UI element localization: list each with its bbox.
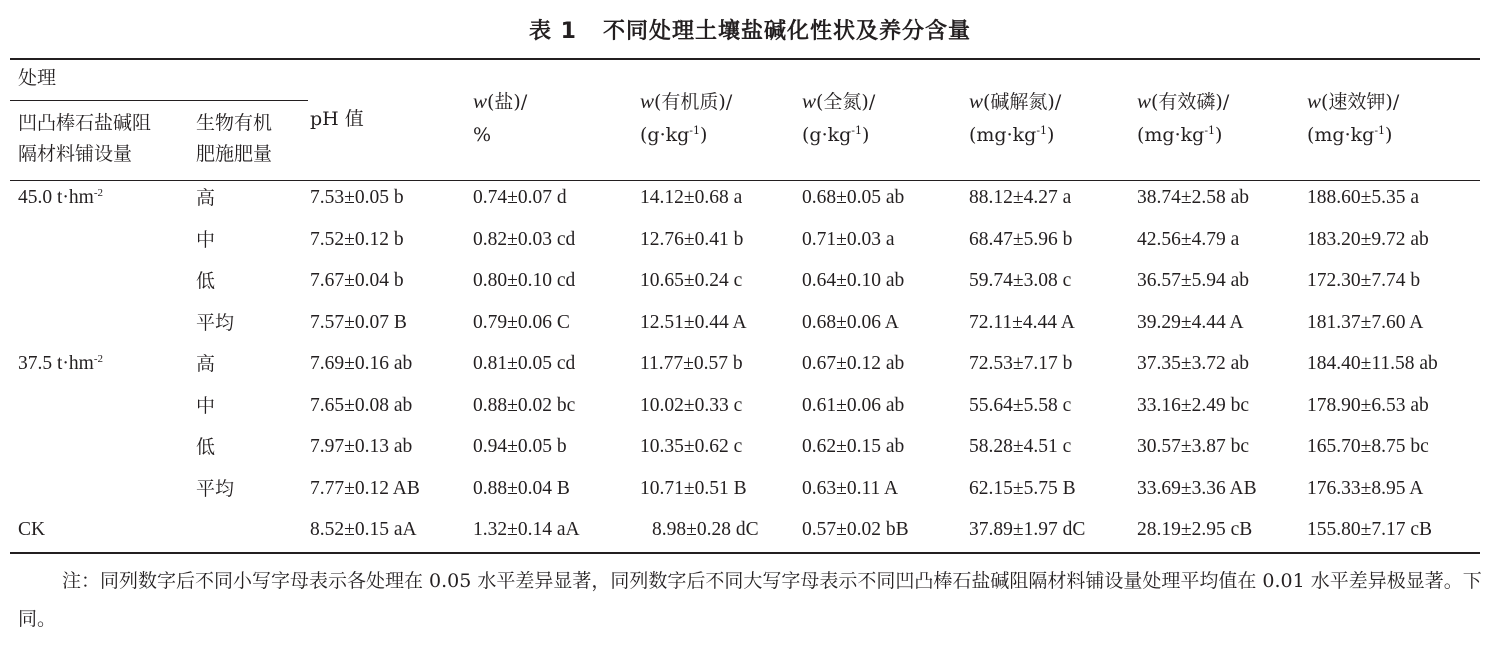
table-cell: 172.30±7.74 b [1307, 270, 1421, 291]
table-cell: 0.57±0.02 bB [802, 519, 909, 540]
table-cell: 59.74±3.08 c [969, 270, 1072, 291]
column-header-quantity: (全氮)/ [816, 91, 876, 113]
header-barrier-line2: 隔材料铺设量 [18, 143, 133, 165]
table-cell: 184.40±11.58 ab [1307, 353, 1438, 374]
table-cell: 0.63±0.11 A [802, 478, 899, 499]
column-header-quantity: (有机质)/ [654, 91, 733, 113]
table-cell: 0.68±0.05 ab [802, 187, 905, 208]
column-header-name [802, 86, 875, 117]
row-level-label: 高 [196, 353, 216, 375]
table-cell: 8.98±0.28 dC [652, 519, 759, 540]
table-cell: 7.67±0.04 b [310, 270, 404, 291]
table-cell: 165.70±8.75 bc [1307, 436, 1429, 457]
column-header-unit [640, 120, 707, 150]
header-bottom-rule [10, 180, 1480, 181]
table-cell: 0.71±0.03 a [802, 229, 895, 250]
table-cell: 12.51±0.44 A [640, 312, 747, 333]
unit-text: % [473, 124, 492, 146]
unit-text: (g·kg [640, 124, 690, 146]
column-header-variable: w [1307, 89, 1322, 113]
table-cell: 14.12±0.68 a [640, 187, 743, 208]
unit-exponent: -1 [1374, 124, 1386, 137]
unit-exponent: -1 [1036, 124, 1048, 137]
unit-text: (g·kg [802, 124, 852, 146]
column-header-name [640, 86, 732, 117]
column-header-unit [969, 120, 1054, 150]
table-note: 注：同列数字后不同小写字母表示各处理在 0.05 水平差异显著，同列数字后不同大写字母表示不同凹凸棒石盐碱阻隔材料铺设量处理平均值在 0.01 水平差异极显著。下同。 [18, 570, 1482, 630]
table-cell: 155.80±7.17 cB [1307, 519, 1432, 540]
table-cell: 0.62±0.15 ab [802, 436, 905, 457]
table-cell: 72.53±7.17 b [969, 353, 1073, 374]
column-header-unit [473, 120, 491, 150]
table-cell: 0.61±0.06 ab [802, 395, 905, 416]
row-level-label: 中 [196, 395, 216, 417]
column-header-variable: w [640, 89, 655, 113]
table-cell: 0.82±0.03 cd [473, 229, 576, 250]
unit-text: (mg·kg [969, 124, 1037, 146]
table-cell: 33.69±3.36 AB [1137, 478, 1257, 499]
column-header-unit [802, 120, 869, 150]
table-cell: 28.19±2.95 cB [1137, 519, 1253, 540]
table-cell: 72.11±4.44 A [969, 312, 1075, 333]
top-rule [10, 58, 1480, 60]
row-level-label: 低 [196, 270, 216, 292]
table-cell: 68.47±5.96 b [969, 229, 1073, 250]
table-cell: 181.37±7.60 A [1307, 312, 1424, 333]
column-header-quantity: (碱解氮)/ [983, 91, 1062, 113]
row-level-label: 平均 [196, 478, 235, 500]
table-cell: 33.16±2.49 bc [1137, 395, 1249, 416]
table-cell: 7.65±0.08 ab [310, 395, 413, 416]
table-cell: 37.89±1.97 dC [969, 519, 1086, 540]
header-treatment: 处理 [18, 67, 57, 89]
column-header-quantity: (盐)/ [487, 91, 528, 113]
table-cell: 0.94±0.05 b [473, 436, 567, 457]
row-level-label: 平均 [196, 312, 235, 334]
table-number: 表 1 [529, 19, 577, 44]
table-cell: 1.32±0.14 aA [473, 519, 580, 540]
group-label: CK [18, 519, 46, 540]
table-cell: 12.76±0.41 b [640, 229, 744, 250]
table-cell: 88.12±4.27 a [969, 187, 1072, 208]
table-cell: 62.15±5.75 B [969, 478, 1076, 499]
column-header-quantity: (有效磷)/ [1151, 91, 1230, 113]
column-header-variable: w [473, 89, 488, 113]
group-label: 37.5 $t\cdot hm^{-2}$ [18, 353, 104, 374]
table-cell: 0.88±0.04 B [473, 478, 570, 499]
table-cell: 0.81±0.05 cd [473, 353, 576, 374]
table-cell: 10.02±0.33 c [640, 395, 743, 416]
table-cell: 0.64±0.10 ab [802, 270, 905, 291]
table-cell: 10.35±0.62 c [640, 436, 743, 457]
column-header-name [1307, 86, 1399, 117]
table-cell: 0.67±0.12 ab [802, 353, 905, 374]
header-sub-rule [10, 100, 308, 101]
table-cell: 7.97±0.13 ab [310, 436, 413, 457]
unit-close: ) [1047, 124, 1055, 146]
column-header-unit [1137, 120, 1222, 150]
unit-text: (mg·kg [1307, 124, 1375, 146]
table-cell: 36.57±5.94 ab [1137, 270, 1249, 291]
header-fert-line1: 生物有机 [196, 112, 273, 134]
unit-exponent: -1 [851, 124, 863, 137]
unit-exponent: -1 [1204, 124, 1216, 137]
table-cell: 0.79±0.06 C [473, 312, 570, 333]
unit-text: (mg·kg [1137, 124, 1205, 146]
table-cell: 37.35±3.72 ab [1137, 353, 1249, 374]
table-title: 不同处理土壤盐碱化性状及养分含量 [602, 19, 971, 44]
table-cell: 58.28±4.51 c [969, 436, 1072, 457]
table-cell: 0.68±0.06 A [802, 312, 899, 333]
unit-exponent: -1 [689, 124, 701, 137]
table-cell: 10.65±0.24 c [640, 270, 743, 291]
table-cell: 188.60±5.35 a [1307, 187, 1419, 208]
table-cell: 0.88±0.02 bc [473, 395, 576, 416]
table-cell: 7.52±0.12 b [310, 229, 404, 250]
table-cell: 7.77±0.12 AB [310, 478, 420, 499]
column-header-variable: w [969, 89, 984, 113]
unit-close: ) [1385, 124, 1393, 146]
column-header-name [1137, 86, 1229, 117]
header-ph: pH 值 [310, 108, 364, 130]
table-cell: 7.69±0.16 ab [310, 353, 413, 374]
column-header-name [473, 86, 527, 117]
group-label: 45.0 $t\cdot hm^{-2}$ [18, 187, 104, 208]
header-barrier-line1: 凹凸棒石盐碱阻 [18, 112, 152, 134]
column-header-name [969, 86, 1061, 117]
table-cell: 0.74±0.07 d [473, 187, 567, 208]
unit-close: ) [700, 124, 708, 146]
table-cell: 39.29±4.44 A [1137, 312, 1244, 333]
table-cell: 8.52±0.15 aA [310, 519, 417, 540]
table-cell: 11.77±0.57 b [640, 353, 743, 374]
unit-close: ) [862, 124, 870, 146]
table-cell: 183.20±9.72 ab [1307, 229, 1429, 250]
table-cell: 10.71±0.51 B [640, 478, 747, 499]
table-cell: 7.53±0.05 b [310, 187, 404, 208]
column-header-unit [1307, 120, 1392, 150]
column-header-quantity: (速效钾)/ [1321, 91, 1400, 113]
table-cell: 30.57±3.87 bc [1137, 436, 1249, 457]
row-level-label: 高 [196, 187, 216, 209]
row-level-label: 中 [196, 229, 216, 251]
table-cell: 0.80±0.10 cd [473, 270, 576, 291]
header-fert-line2: 肥施肥量 [196, 143, 273, 165]
row-level-label: 低 [196, 436, 216, 458]
column-header-variable: w [802, 89, 817, 113]
table-cell: 176.33±8.95 A [1307, 478, 1424, 499]
table-cell: 7.57±0.07 B [310, 312, 407, 333]
table-cell: 178.90±6.53 ab [1307, 395, 1429, 416]
table-cell: 55.64±5.58 c [969, 395, 1072, 416]
unit-close: ) [1215, 124, 1223, 146]
table-cell: 42.56±4.79 a [1137, 229, 1240, 250]
column-header-variable: w [1137, 89, 1152, 113]
table-caption [0, 14, 1500, 45]
table-cell: 38.74±2.58 ab [1137, 187, 1249, 208]
bottom-rule [10, 552, 1480, 554]
